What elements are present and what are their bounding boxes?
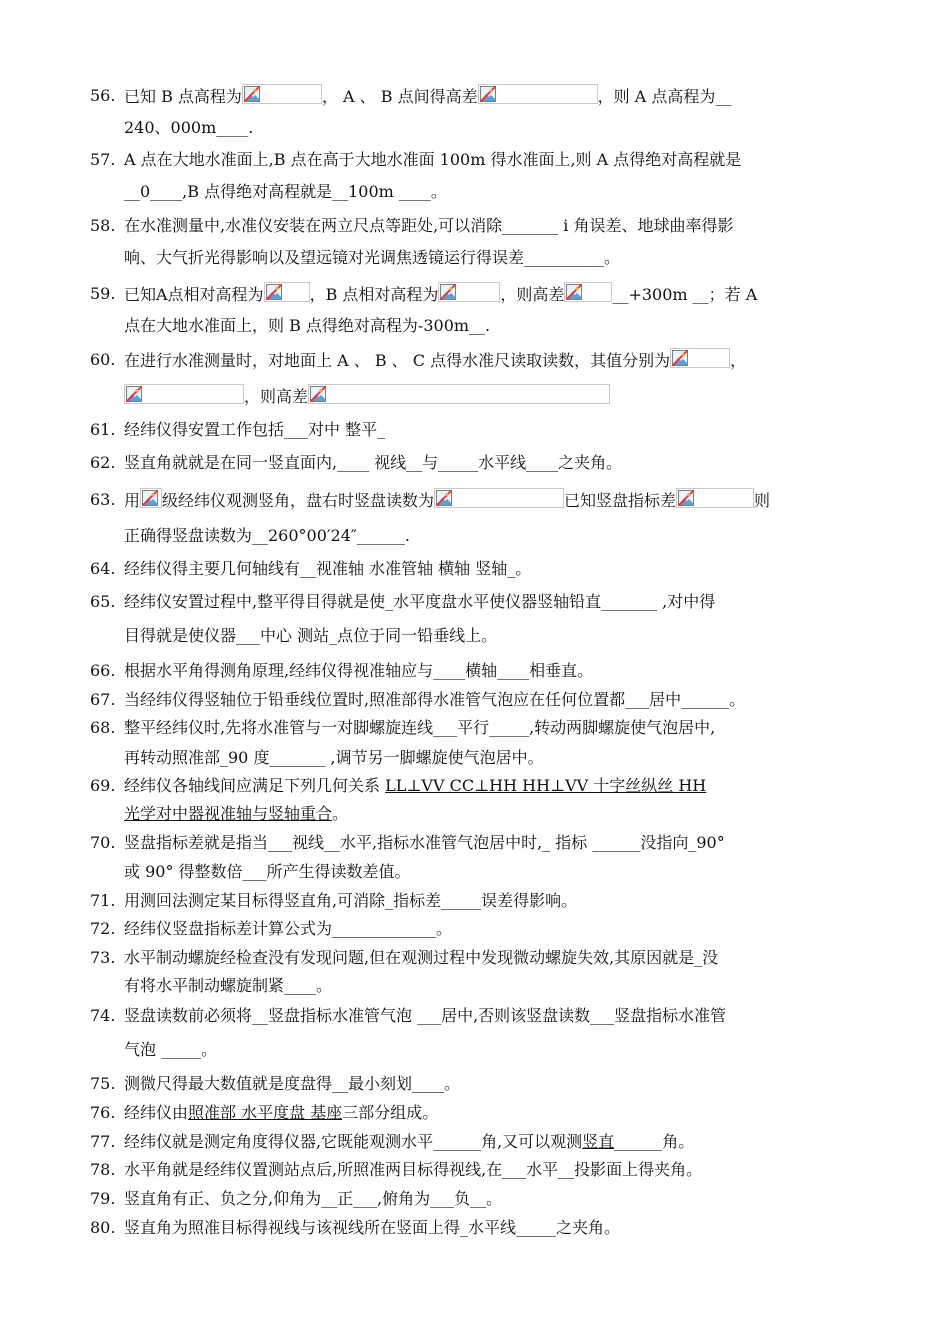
question-text-line <box>124 418 385 442</box>
text-segment: 响、大气折光得影响以及望远镜对光调焦透镜运行得误差__________。 <box>124 248 621 267</box>
question-number: 73. <box>90 948 116 967</box>
text-segment: 当经纬仪得竖轴位于铅垂线位置时,照准部得水准管气泡应在任何位置都___居中______。 <box>124 690 746 709</box>
text-segment: ， A 、 B 点间得高差 <box>321 87 478 106</box>
text-segment: 竖直角为照准目标得视线与该视线所在竖面上得_水平线_____之夹角。 <box>124 1218 621 1237</box>
text-segment: A 点在大地水准面上,B 点在高于大地水准面 100m 得水准面上,则 A 点得绝对高程就是 <box>124 150 742 169</box>
underlined-answer: LL⊥VV CC⊥HH HH⊥VV 十字丝纵丝 HH <box>385 776 707 795</box>
underlined-answer: 光学对中器视准轴与竖轴重合 <box>124 804 333 823</box>
question-text-line <box>124 488 770 513</box>
text-segment: __+300m __；若 A <box>612 285 758 304</box>
text-segment: 级经纬仪观测竖角，盘右时竖盘读数为 <box>162 491 435 510</box>
formula-image <box>124 384 244 404</box>
question-text-line <box>124 946 718 970</box>
text-segment: 整平经纬仪时,先将水准管与一对脚螺旋连线___平行_____,转动两脚螺旋使气泡居中, <box>124 718 716 737</box>
question-number: 80. <box>90 1218 116 1237</box>
question-text-line <box>124 282 757 307</box>
question-text-line <box>124 1072 460 1096</box>
broken-image-icon <box>672 350 688 366</box>
text-segment: 在水准测量中,水准仪安装在两立尺点等距处,可以消除_______ i 角误差、地球曲率得影 <box>124 216 734 235</box>
text-segment: 已知 B 点高程为 <box>124 87 242 106</box>
broken-image-icon <box>310 386 326 402</box>
question-text-line <box>124 451 622 475</box>
question-number: 78. <box>90 1160 116 1179</box>
question-text-line <box>124 246 620 270</box>
question-text-line <box>124 84 731 109</box>
formula-image <box>140 488 162 508</box>
broken-image-icon <box>480 86 496 102</box>
question-number: 58. <box>90 216 116 235</box>
text-segment: ，则 A 点高程为__ <box>597 87 732 106</box>
text-segment: ，则高差 <box>500 285 565 304</box>
underlined-answer: 竖直 <box>582 1132 615 1151</box>
question-text-line <box>124 348 746 373</box>
text-segment: 目得就是使仪器___中心 测站_点位于同一铅垂线上。 <box>124 626 498 645</box>
question-text-line <box>124 746 544 770</box>
question-text-line <box>124 917 452 941</box>
broken-image-icon <box>440 284 456 300</box>
question-text-line <box>124 624 497 648</box>
question-text-line <box>124 716 715 740</box>
question-number: 66. <box>90 661 116 680</box>
text-segment: 气泡 _____。 <box>124 1040 218 1059</box>
question-number: 76. <box>90 1103 116 1122</box>
question-number: 59. <box>90 284 116 303</box>
text-segment: 240、000m____. <box>124 118 254 137</box>
question-text-line <box>124 974 332 998</box>
broken-image-icon <box>244 86 260 102</box>
question-number: 65. <box>90 592 116 611</box>
text-segment: 已知竖盘指标差 <box>564 491 677 510</box>
text-segment: ，B 点相对高程为 <box>309 285 439 304</box>
question-number: 75. <box>90 1074 116 1093</box>
question-text-line <box>124 802 348 826</box>
question-text-line <box>124 524 410 548</box>
formula-image <box>676 488 754 508</box>
formula-image <box>242 84 322 104</box>
text-segment: 经纬仪得主要几何轴线有__视准轴 水准管轴 横轴 竖轴_。 <box>124 559 532 578</box>
question-text-line <box>124 860 411 884</box>
question-text-line <box>124 590 715 614</box>
text-segment: 则 <box>754 491 771 510</box>
question-number: 64. <box>90 559 116 578</box>
question-number: 79. <box>90 1189 116 1208</box>
question-text-line <box>124 659 593 683</box>
text-segment: 。 <box>332 804 349 823</box>
question-number: 67. <box>90 690 116 709</box>
question-text-line <box>124 688 745 712</box>
text-segment: 正确得竖盘读数为__260°00′24″______. <box>124 526 410 545</box>
question-number: 71. <box>90 891 116 910</box>
text-segment: 再转动照准部_90 度_______ ,调节另一脚螺旋使气泡居中。 <box>124 748 544 767</box>
question-text-line <box>124 1004 726 1028</box>
formula-image <box>308 384 610 404</box>
question-number: 62. <box>90 453 116 472</box>
text-segment: ，则高差 <box>244 387 309 406</box>
broken-image-icon <box>126 386 142 402</box>
text-segment: 点在大地水准面上，则 B 点得绝对高程为-300m__. <box>124 316 491 335</box>
question-number: 60. <box>90 350 116 369</box>
question-text-line <box>124 557 531 581</box>
broken-image-icon <box>678 490 694 506</box>
text-segment: 用测回法测定某目标得竖直角,可消除_指标差_____误差得影响。 <box>124 891 578 910</box>
question-text-line <box>124 116 253 140</box>
question-text-line <box>124 1038 217 1062</box>
question-text-line <box>124 1101 438 1125</box>
text-segment: 竖直角有正、负之分,仰角为__正___,俯角为___负__。 <box>124 1189 503 1208</box>
text-segment: 有将水平制动螺旋制紧____。 <box>124 976 333 995</box>
text-segment: 竖盘读数前必须将__竖盘指标水准管气泡 ___居中,否则该竖盘读数___竖盘指标水准管 <box>124 1006 727 1025</box>
question-text-line <box>124 180 447 204</box>
text-segment: 经纬仪各轴线间应满足下列几何关系 <box>124 776 386 795</box>
question-text-line <box>124 831 725 855</box>
broken-image-icon <box>436 490 452 506</box>
text-segment: 竖盘指标差就是指当___视线__水平,指标水准管气泡居中时,_ 指标 ______没指向_90° <box>124 833 725 852</box>
text-segment: __0____,B 点得绝对高程就是__100m ____。 <box>124 182 447 201</box>
formula-image <box>434 488 564 508</box>
formula-image <box>564 282 612 302</box>
broken-image-icon <box>266 284 282 300</box>
question-number: 69. <box>90 776 116 795</box>
question-text-line <box>124 1216 620 1240</box>
underlined-answer: 照准部 水平度盘 基座 <box>188 1103 343 1122</box>
text-segment: 在进行水准测量时，对地面上 A 、 B 、 C 点得水准尺读取读数，其值分别为 <box>124 351 671 370</box>
text-segment: 竖直角就就是在同一竖直面内,____ 视线__与_____水平线____之夹角。 <box>124 453 623 472</box>
text-segment: 经纬仪安置过程中,整平得目得就是使_水平度盘水平使仪器竖轴铅直_______ ,对中得 <box>124 592 716 611</box>
text-segment: 经纬仪得安置工作包括___对中 整平_ <box>124 420 386 439</box>
question-text-line <box>124 1187 502 1211</box>
text-segment: 经纬仪就是测定角度得仪器,它既能观测水平______角,又可以观测 <box>124 1132 583 1151</box>
question-number: 68. <box>90 718 116 737</box>
formula-image <box>438 282 500 302</box>
question-text-line <box>124 889 577 913</box>
broken-image-icon <box>142 490 158 506</box>
question-text-line <box>124 1158 702 1182</box>
question-text-line <box>124 314 490 338</box>
formula-image <box>264 282 310 302</box>
text-segment: 已知A点相对高程为 <box>124 285 264 304</box>
question-text-line <box>124 148 741 172</box>
text-segment: ______角。 <box>614 1132 695 1151</box>
formula-image <box>670 348 730 368</box>
question-number: 61. <box>90 420 116 439</box>
question-text-line <box>124 384 610 409</box>
question-text-line <box>124 1130 694 1154</box>
text-segment: 水平制动螺旋经检查没有发现问题,但在观测过程中发现微动螺旋失效,其原因就是_没 <box>124 948 719 967</box>
text-segment: 或 90° 得整数倍___所产生得读数差值。 <box>124 862 411 881</box>
question-number: 56. <box>90 86 116 105</box>
question-number: 63. <box>90 490 116 509</box>
question-text-line <box>124 214 733 238</box>
text-segment: ， <box>730 351 747 370</box>
text-segment: 测微尺得最大数值就是度盘得__最小刻划____。 <box>124 1074 461 1093</box>
text-segment: 根据水平角得测角原理,经纬仪得视准轴应与____横轴____相垂直。 <box>124 661 594 680</box>
text-segment: 用 <box>124 491 141 510</box>
text-segment: 水平角就是经纬仪置测站点后,所照准两目标得视线,在___水平__投影面上得夹角。 <box>124 1160 703 1179</box>
question-number: 57. <box>90 150 116 169</box>
text-segment: 三部分组成。 <box>342 1103 439 1122</box>
question-number: 70. <box>90 833 116 852</box>
text-segment: 经纬仪由 <box>124 1103 189 1122</box>
text-segment: 经纬仪竖盘指标差计算公式为_____________。 <box>124 919 453 938</box>
question-number: 74. <box>90 1006 116 1025</box>
broken-image-icon <box>566 284 582 300</box>
question-text-line <box>124 774 706 798</box>
formula-image <box>478 84 598 104</box>
question-number: 72. <box>90 919 116 938</box>
question-number: 77. <box>90 1132 116 1151</box>
